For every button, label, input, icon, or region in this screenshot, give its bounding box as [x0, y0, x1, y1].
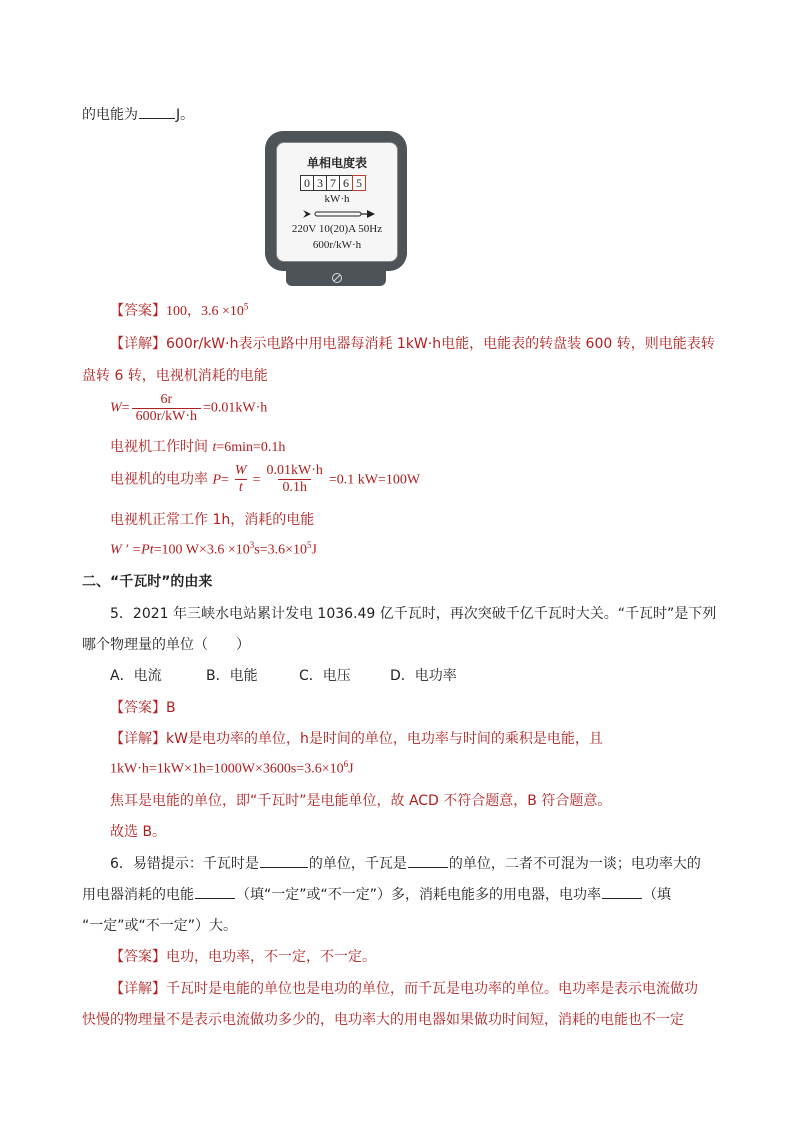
power-equation: 电视机的电功率 P= $\frac{W}{t}$ = $\frac{0.01kW\cdot h}{0.1h}$ =0.1 kW=100W [110, 463, 421, 495]
q5-option-b: B．电能 [206, 668, 258, 684]
q6-line1: 6．易错提示：千瓦时是 的单位，千瓦是 的单位，二者不可混为一谈；电功率大的 [110, 853, 701, 873]
q5-line1: 5．2021 年三峡水电站累计发电 1036.49 亿千瓦时，再次突破千亿千瓦时大关。“千瓦时”是下列 [110, 606, 717, 622]
q4-detail-line5: 电视机正常工作 1h，消耗的电能 [110, 512, 315, 528]
energy-result: W ′ =Pt=100 $W\times 3.6 \times 10^3s=3.6\times 10^5J$ [110, 540, 317, 558]
q4-detail-line1: 【详解】600r/kW·h表示电路中用电器每消耗 1kW·h电能，电能表的转盘装 600 转，则电能表转 [110, 336, 715, 352]
q5-option-c: C．电压 [299, 668, 351, 684]
meter-digits [301, 175, 366, 192]
power-fraction-2: $\frac{0.01kW\cdot h}{0.1h}$ [266, 463, 323, 495]
meter-unit: kW·h [324, 193, 350, 205]
power-fraction-1: $\frac{W}{t}$ [234, 463, 247, 495]
q5-answer: 【答案】B [110, 700, 176, 716]
q5-option-d: D．电功率 [390, 668, 457, 684]
answer-blank [195, 884, 235, 899]
meter-arrow-icon [299, 207, 379, 221]
meter-face [276, 142, 398, 262]
q5-detail-line4: 故选 B。 [110, 824, 167, 840]
meter-screw-icon [331, 272, 343, 284]
meter-rev: 600r/kW·h [312, 239, 362, 251]
q6-answer: 【答案】电功，电功率，不一定，不一定。 [110, 949, 376, 965]
time-line: 电视机工作时间 t=6min=0.1h [110, 439, 286, 455]
energy-fraction: $\frac{6r}{600r/kW\cdot h}$ [132, 392, 201, 425]
meter-title: 单相电度表 [306, 156, 367, 170]
answer-blank [139, 104, 175, 119]
q5-detail-line2: $1kW\cdot h=1kW\times 1h=1000W\times 3600s=3.6\times 10^6J$ [110, 759, 354, 777]
meter-digit: 5 [352, 175, 366, 191]
answer-blank [408, 853, 448, 868]
q5-line2: 哪个物理量的单位（ ） [82, 637, 250, 653]
meter-body [265, 131, 407, 271]
meter-digit: 3 [313, 175, 327, 191]
meter-digit: 0 [300, 175, 314, 191]
q6-line2: 用电器消耗的电能 （填“一定”或“不一定”）多，消耗电能多的用电器，电功率 （填 [82, 884, 671, 904]
meter-base [286, 270, 386, 286]
section-title: 二、“千瓦时”的由来 [82, 574, 213, 590]
q5-option-a: A．电流 [110, 668, 162, 684]
q6-line3: “一定”或“不一定”）大。 [82, 918, 238, 934]
q4-tail-line: 的电能为 J。 [82, 104, 194, 124]
answer-blank [602, 884, 642, 899]
meter-spec: 220V 10(20)A 50Hz [291, 223, 383, 235]
answer-blank [260, 853, 308, 868]
q4-detail-line2: 盘转 6 转，电视机消耗的电能 [82, 368, 268, 384]
q5-detail-line1: 【详解】kW是电功率的单位，h是时间的单位，电功率与时间的乘积是电能，且 [110, 731, 603, 747]
q6-detail-line1: 【详解】千瓦时是电能的单位也是电功的单位，而千瓦是电功率的单位。电功率是表示电流做功 [110, 981, 698, 997]
q4-answer: 【答案】100，$3.6 \times 10^5$ [110, 301, 249, 319]
energy-equation: W= $\frac{6r}{600r/kW\cdot h}$ =0.01kW·h [110, 392, 268, 424]
q6-detail-line2: 快慢的物理量不是表示电流做功多少的，电功率大的用电器如果做功时间短，消耗的电能也不一定 [82, 1012, 684, 1028]
meter-digit: 7 [326, 175, 340, 191]
meter-digit: 6 [339, 175, 353, 191]
q5-detail-line3: 焦耳是电能的单位，即“千瓦时”是电能单位，故 ACD 不符合题意，B 符合题意。 [110, 793, 612, 809]
